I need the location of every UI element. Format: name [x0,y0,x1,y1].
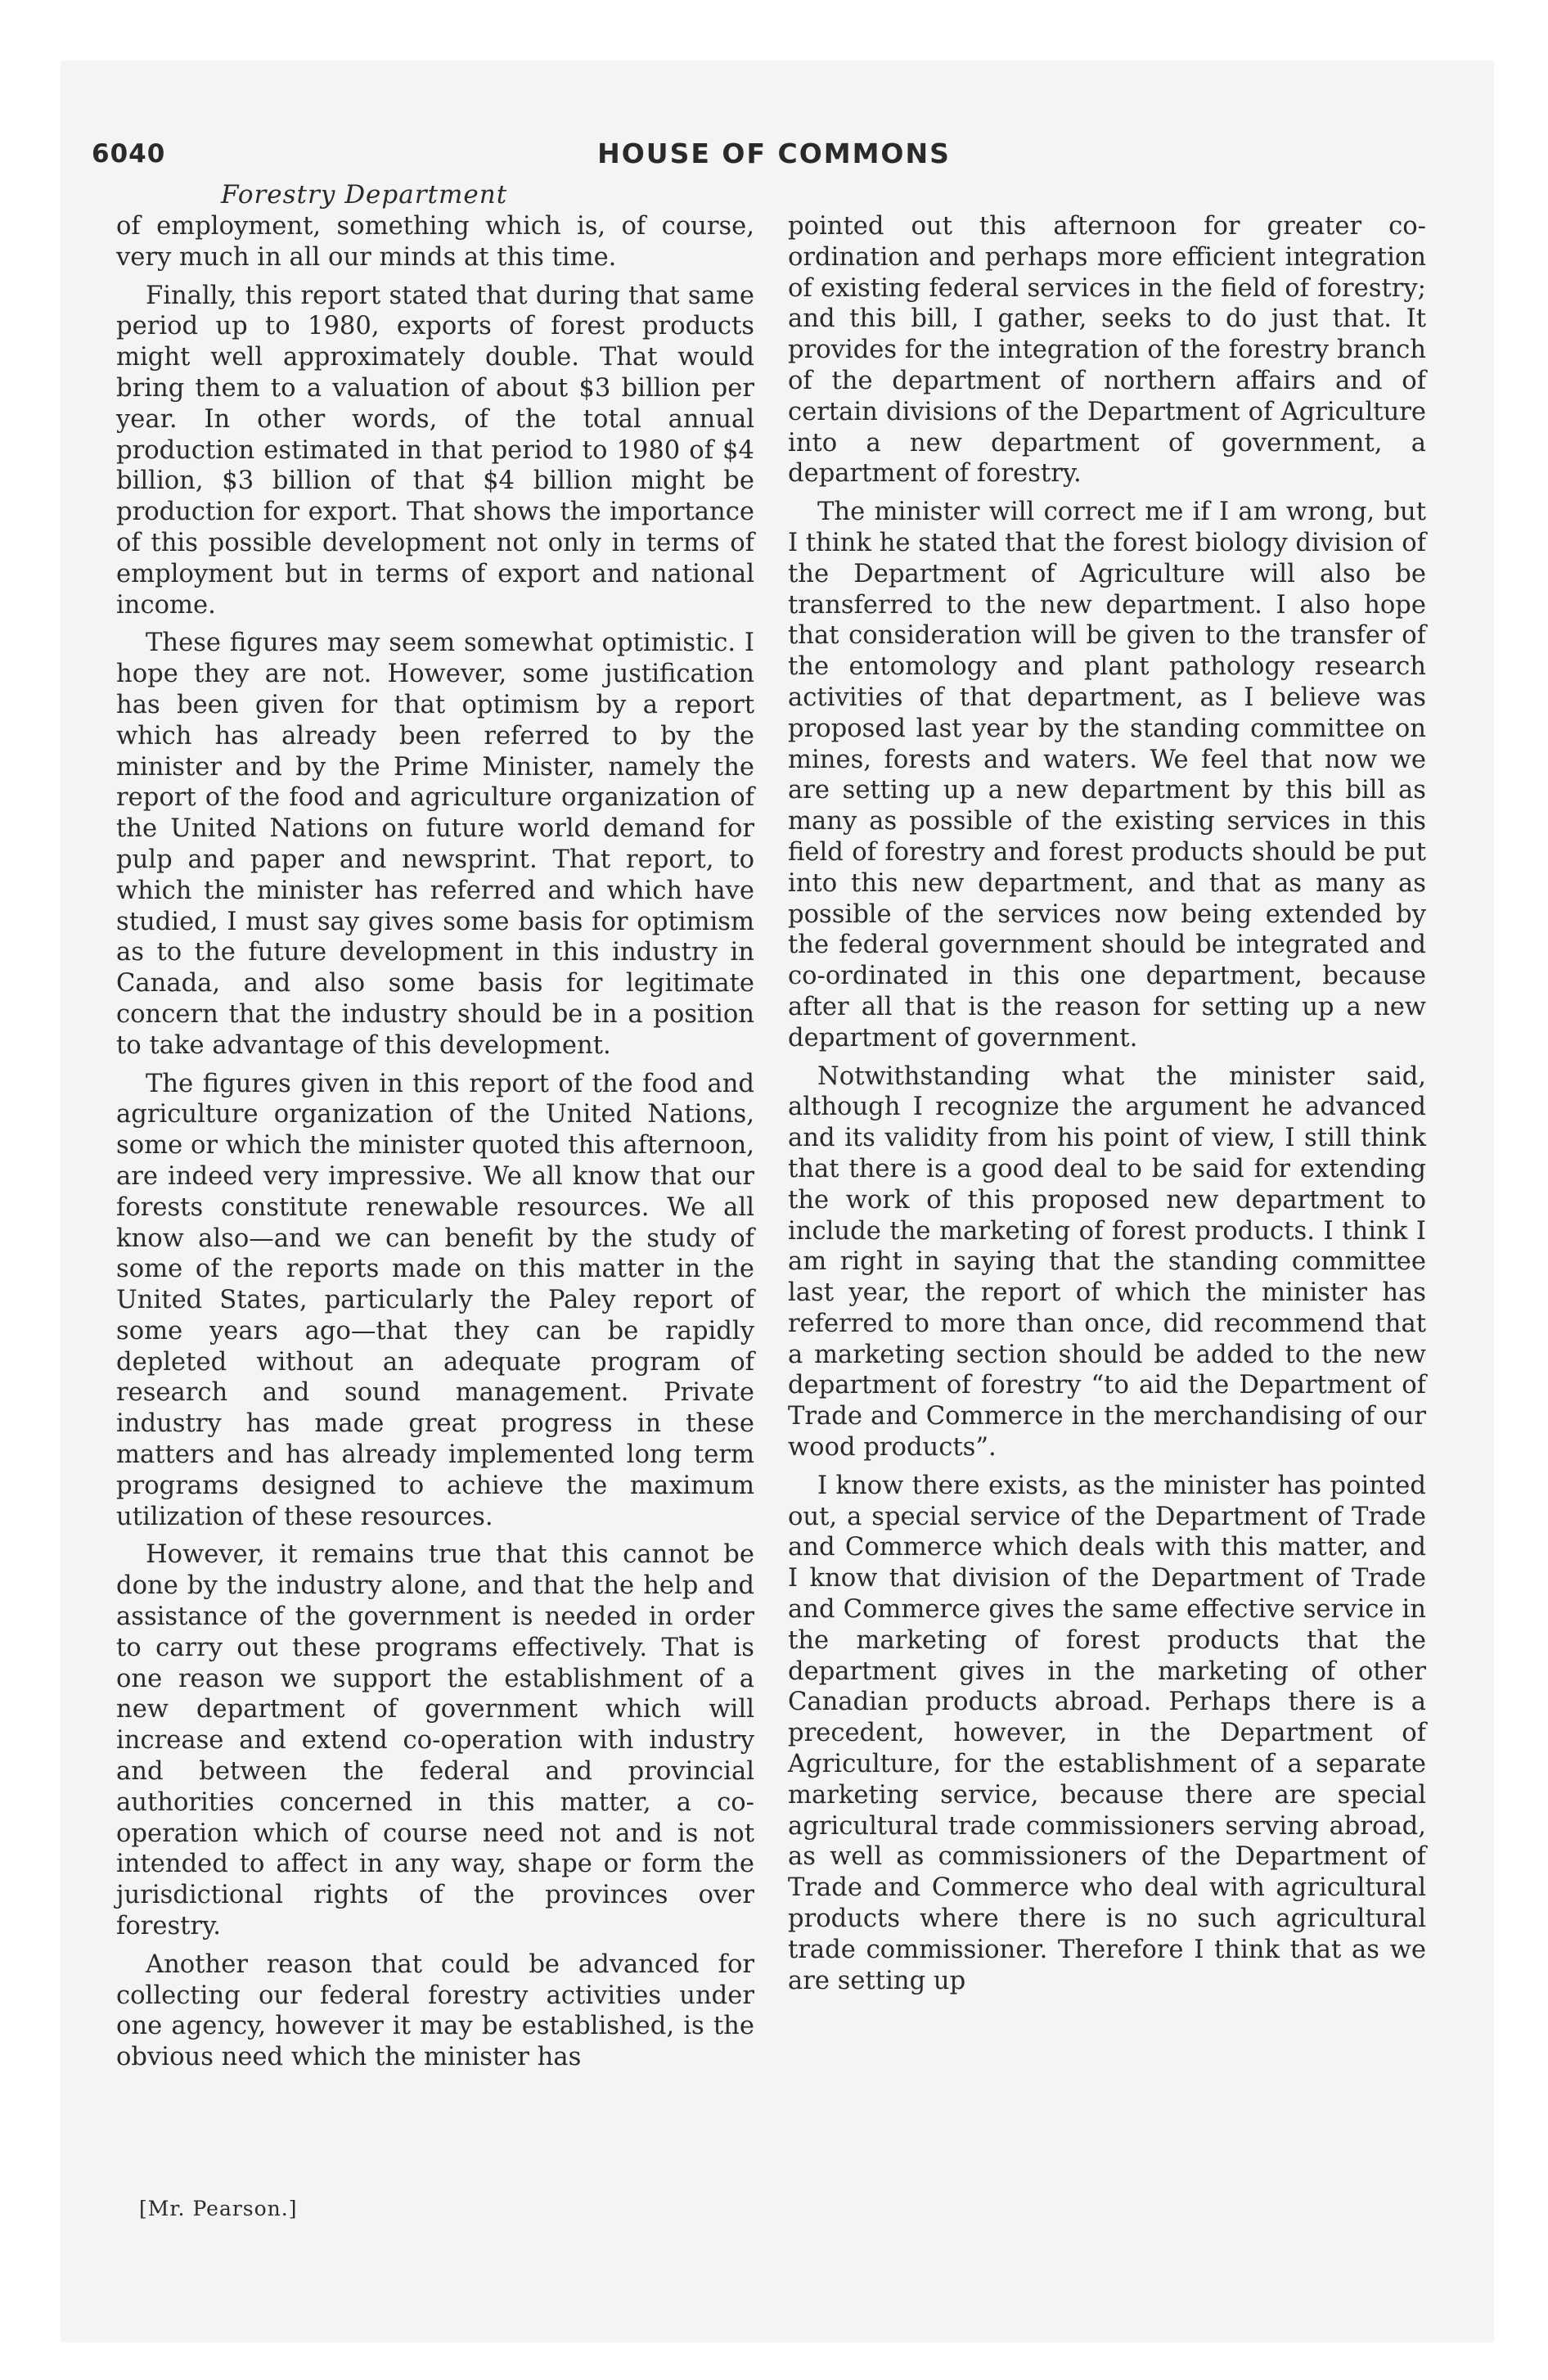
paragraph: I know there exists, as the minister has pointed out, a special service of the Department of Trade and Commerce which deals with this matter, and I know that division of the Department of Trade and Commerce gives the same effective service in the marketing of forest products that the department gives in the marketing of other Canadian products abroad. Perhaps there is a precedent, however, in the Department of Agriculture, for the establishment of a separate marketing service, because there are special agricultural trade commissioners serving abroad, as well as commissioners of the Department of Trade and Commerce who deal with agricultural products where there is no such agricultural trade commissioner. Therefore I think that as we are setting up [788,1471,1426,1995]
speaker-attribution: [Mr. Pearson.] [139,2197,298,2220]
paragraph: The figures given in this report of the food and agriculture organization of the United Nations, some or which the minister quoted this afternoon, are indeed very impressive. We all know that our forests constitute renewable resources. We all know also—and we can benefit by the study of some of the reports made on this matter in the United States, particularly the Paley report of some years ago—that they can be rapidly depleted without an adequate program of research and sound management. Private industry has made great progress in these matters and has already implemented long term programs designed to achieve the maximum utilization of these resources. [116,1069,754,1531]
paragraph: Another reason that could be advanced for collecting our federal forestry activities under one agency, however it may be established, is the obvious need which the minister has [116,1950,754,2072]
page-title: HOUSE OF COMMONS [597,137,951,169]
debate-subject: Forestry Department [221,180,508,210]
paragraph: The minister will correct me if I am wrong, but I think he stated that the forest biology division of the Department of Agriculture will also be transferred to the new department. I also hope that consideration will be given to the transfer of the entomology and plant pathology research activities of that department, as I believe was proposed last year by the standing committee on mines, forests and waters. We feel that now we are setting up a new department by this bill as many as possible of the existing services in this field of forestry and forest products should be put into this new department, and that as many as possible of the services now being extended by the federal government should be integrated and co-ordinated in this one department, because after all that is the reason for setting up a new department of government. [788,498,1426,1053]
left-column [116,211,754,2080]
paragraph: of employment, something which is, of course, very much in all our minds at this time. [116,212,754,272]
paragraph: pointed out this afternoon for greater co-ordination and perhaps more efficient integration of existing federal services in the field of forestry; and this bill, I gather, seeks to do just that. It provides for the integration of the forestry branch of the department of northern affairs and of certain divisions of the Department of Agriculture into a new department of government, a department of forestry. [788,212,1426,489]
paragraph: These figures may seem somewhat optimistic. I hope they are not. However, some justification has been given for that optimism by a report which has already been referred to by the minister and by the Prime Minister, namely the report of the food and agriculture organization of the United Nations on future world demand for pulp and paper and newsprint. That report, to which the minister has referred and which have studied, I must say gives some basis for optimism as to the future development in this industry in Canada, and also some basis for legitimate concern that the industry should be in a position to take advantage of this development. [116,629,754,1060]
paragraph: Notwithstanding what the minister said, although I recognize the argument he advanced and its validity from his point of view, I still think that there is a good deal to be said for extending the work of this proposed new department to include the marketing of forest products. I think I am right in saying that the standing committee last year, the report of which the minister has referred to more than once, did recommend that a marketing section should be added to the new department of forestry “to aid the Department of Trade and Commerce in the merchandising of our wood products”. [788,1062,1426,1463]
paragraph: Finally, this report stated that during that same period up to 1980, exports of forest products might well approximately double. That would bring them to a valuation of about $3 billion per year. In other words, of the total annual production estimated in that period to 1980 of $4 billion, $3 billion of that $4 billion might be production for export. That shows the importance of this possible development not only in terms of employment but in terms of export and national income. [116,281,754,620]
right-column [788,211,1426,2004]
paragraph: However, it remains true that this cannot be done by the industry alone, and that the help and assistance of the government is needed in order to carry out these programs effectively. That is one reason we support the establishment of a new department of government which will increase and extend co-operation with industry and between the federal and provincial authorities concerned in this matter, a co-operation which of course need not and is not intended to affect in any way, shape or form the jurisdictional rights of the provinces over forestry. [116,1540,754,1941]
page-number: 6040 [92,139,166,169]
